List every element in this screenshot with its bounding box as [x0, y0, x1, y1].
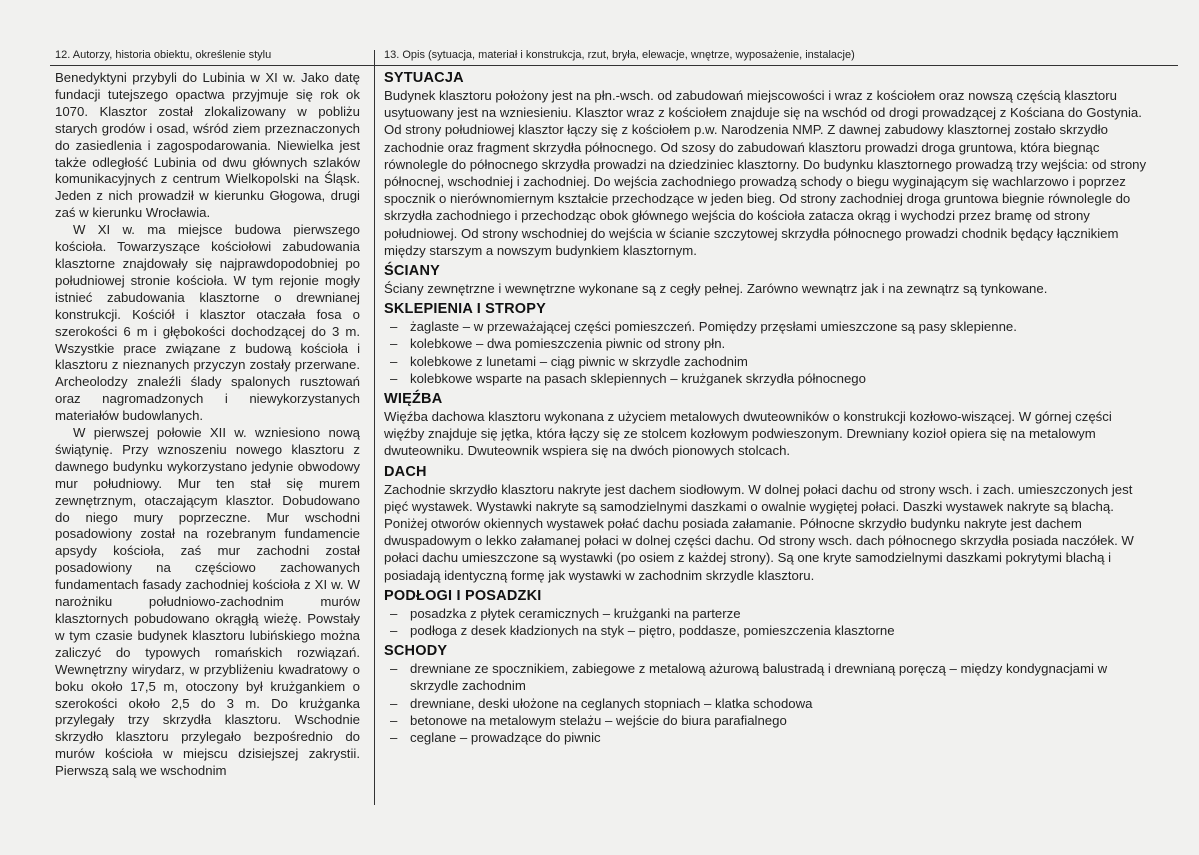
- right-column-header: 13. Opis (sytuacja, materiał i konstrukcja, rzut, bryła, elewacje, wnętrze, wyposażenie, instalacje): [384, 49, 855, 61]
- list-item: – ceglane – prowadzące do piwnic: [384, 729, 1154, 746]
- list-item: – podłoga z desek kładzionych na styk – piętro, poddasze, pomieszczenia klasztorne: [384, 622, 1154, 639]
- section-title-sciany: ŚCIANY: [384, 263, 440, 280]
- header-rule: [50, 65, 1178, 66]
- section-text-wiezba: Więźba dachowa klasztoru wykonana z użyciem metalowych dwuteowników o konstrukcji kozłowo-wiszącej. W górnej części więźby znajduje się jętka, która łączy się ze stolcem kozłowym podwieszonym. Drewniany kozioł opiera się na metalowym dwuteowniku. Dwuteownik wspiera się na dwóch pionowych stolcach.: [384, 409, 1112, 459]
- history-paragraph: W pierwszej połowie XII w. wzniesiono nową świątynię. Przy wznoszeniu nowego klasztoru z dawnego budynku wykorzystano jedynie obwodowy mur południowy. Mur ten stał się murem zewnętrznym, otaczającym klasztor. Dobudowano do niego mury poprzeczne. Mur wschodni posadowiony został na rozebranym fundamencie apsydy kościoła, zaś mur zachodni został posadowiony na częściowo zachowanych fundamentach fasady zachodniej kościoła z XI w. W narożniku południowo-zachodnim murów klasztornych pobudowano okrągłą wieżę. Powstały w tym czasie budynek klasztoru lubińskiego można zaliczyć do typowych romańskich rozwiązań. Wewnętrzny wirydarz, w przybliżeniu kwadratowy o boku około 17,5 m, otoczony był krużgankiem o szerokości około 2,5 do 3 m. Do krużganka przylegały trzy skrzydła klasztoru. Wschodnie skrzydło klasztoru przylegało bezpośrednio do murów kościoła w miejscu dzisiejszej zakrystii. Pierwszą salą we wschodnim: [55, 425, 360, 779]
- list-item: – drewniane ze spocznikiem, zabiegowe z metalową ażurową balustradą i drewnianą poręczą – między kondygnacjami w skrzydle zachodnim: [384, 660, 1154, 694]
- column-divider: [374, 50, 375, 805]
- section-text-sytuacja: Budynek klasztoru położony jest na płn.-wsch. od zabudowań miejscowości i wraz z kościołem oraz nowszą częścią klasztoru usytuowany jest na wzniesieniu. Klasztor wraz z kościołem znajduje się na wschód od drogi prowadzącej z Kościana do Gostynia. Od strony południowej klasztor łączy się z kościołem p.w. Narodzenia NMP. Z dawnej zabudowy klasztornej zostało skrzydło zachodnie oraz fragment skrzydła północnego. Od szosy do zabudowań klasztoru prowadzi droga gruntowa, która biegnąc równolegle do północnego skrzydła prowadzi na dziedziniec klasztorny. Do budynku klasztornego prowadzą trzy wejścia: od strony północnej, wschodniej i zachodniej. Do wejścia zachodniego prowadzą schody o biegu wyginającym się wachlarzowo i poprzez spocznik o nierównomiernym kształcie przechodzące w jeden bieg. Od strony zachodniej droga gruntowa biegnie równolegle do skrzydła zachodniego i przechodząc obok głównego wejścia do kościoła zatacza okrąg i wychodzi przez bramę od strony południowej. Od strony wschodniej do wejścia w ścianie szczytowej skrzydła północnego prowadzi chodnik będący łącznikiem między starszym a nowszym budynkiem klasztornym.: [384, 88, 1147, 258]
- podlogi-list: [384, 605, 1154, 639]
- sklepienia-list: [384, 318, 1154, 387]
- list-item: – kolebkowe – dwa pomieszczenia piwnic od strony płn.: [384, 335, 1154, 352]
- section-title-sklepienia: SKLEPIENIA I STROPY: [384, 301, 546, 318]
- list-item: – betonowe na metalowym stelażu – wejście do biura parafialnego: [384, 712, 1154, 729]
- section-title-sytuacja: SYTUACJA: [384, 70, 464, 86]
- section-text-dach: Zachodnie skrzydło klasztoru nakryte jest dachem siodłowym. W dolnej połaci dachu od strony wsch. i zach. umieszczonych jest pięć wystawek. Wystawki nakryte są samodzielnymi daszkami o owalnie wygiętej połaci. Daszki wystawek nakryte są blachą. Poniżej otworów okiennych wystawek połać dachu posiada załamanie. Północne skrzydło budynku nakryte jest dachem dwuspadowym o lekko załamanej połaci w dolnej części dachu. Od strony wsch. dach północnego skrzydła posiada naczółek. W połaci dachu umieszczone są wystawki (po osiem z każdej strony). Są one kryte samodzielnymi daszkami pokrytymi blachą i posiadają identyczną formę jak wystawki w zachodnim skrzydle klasztoru.: [384, 481, 1134, 583]
- schody-list: [384, 660, 1154, 746]
- history-column: [55, 70, 360, 780]
- history-paragraph: Benedyktyni przybyli do Lubinia w XI w. Jako datę fundacji tutejszego opactwa przyjmuje się rok ok 1070. Klasztor został zlokalizowany w pobliżu starych grodów i osad, wśród ziem przeznaczonych do zasiedlenia i zagospodarowania. Niewielka jest także odległość Lubinia od dwu głównych szlaków komunikacyjnych z centrum Wielkopolski na Śląsk. Jeden z nich prowadził w kierunku Głogowa, drugi zaś w kierunku Wrocławia.: [55, 70, 360, 221]
- section-title-schody: SCHODY: [384, 643, 448, 660]
- left-column-header: 12. Autorzy, historia obiektu, określenie stylu: [55, 49, 272, 61]
- history-paragraph: W XI w. ma miejsce budowa pierwszego kościoła. Towarzyszące kościołowi zabudowania klasztorne znajdowały się najprawdopodobniej po południowej stronie kościoła. W tym rejonie mogły istnieć zabudowania klasztorne o drewnianej konstrukcji. Kościół i klasztor otaczała fosa o szerokości 6 m i głębokości dochodzącej do 3 m. Wszystkie prace związane z budową kościoła i klasztoru z nieznanych przyczyn zostały przerwane. Archeolodzy znaleźli ślady spalonych rusztowań oraz nagromadzonych i niewykorzystanych materiałów budowlanych.: [55, 222, 360, 424]
- list-item: – drewniane, deski ułożone na ceglanych stopniach – klatka schodowa: [384, 695, 1154, 712]
- list-item: – posadzka z płytek ceramicznych – krużganki na parterze: [384, 605, 1154, 622]
- list-item: – kolebkowe z lunetami – ciąg piwnic w skrzydle zachodnim: [384, 353, 1154, 370]
- section-text-sciany: Ściany zewnętrzne i wewnętrzne wykonane są z cegły pełnej. Zarówno wewnątrz jak i na zewnątrz są tynkowane.: [384, 281, 1048, 297]
- section-title-podlogi: PODŁOGI I POSADZKI: [384, 587, 542, 604]
- section-title-wiezba: WIĘŹBA: [384, 391, 443, 408]
- description-column: [384, 70, 1154, 750]
- list-item: – kolebkowe wsparte na pasach sklepiennych – krużganek skrzydła północnego: [384, 370, 1154, 387]
- list-item: – żaglaste – w przeważającej części pomieszczeń. Pomiędzy przęsłami umieszczone są pasy sklepienne.: [384, 318, 1154, 335]
- section-title-dach: DACH: [384, 463, 427, 480]
